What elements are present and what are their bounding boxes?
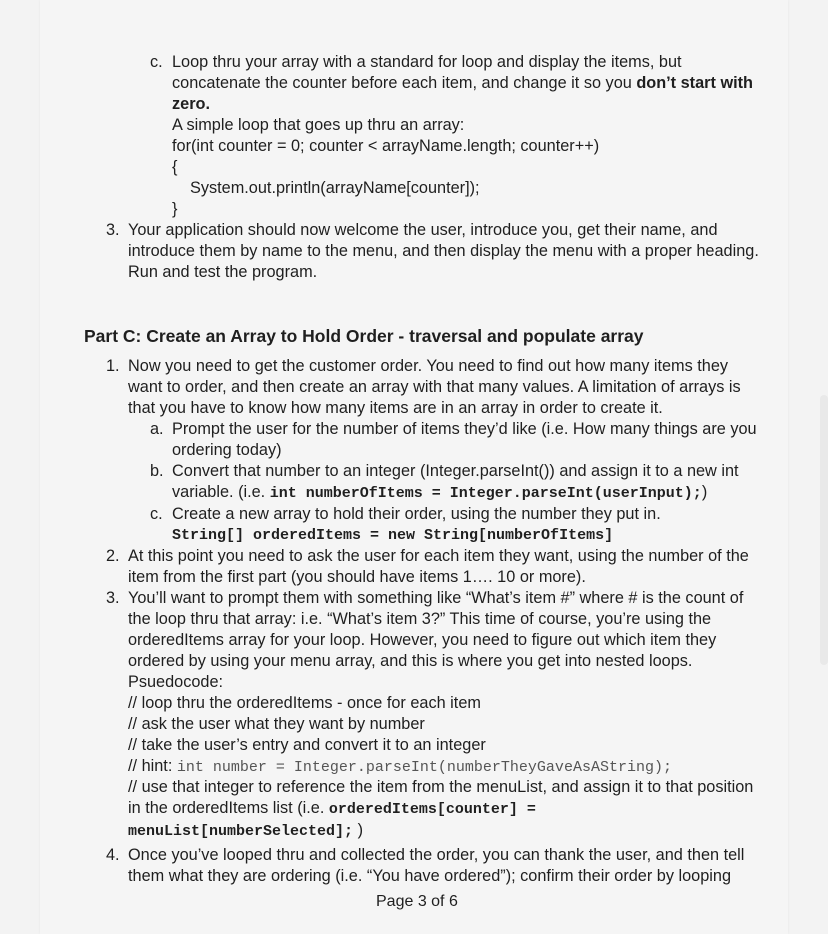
text-line: want to order, and then create an array with that many values. A limitation of arrays is [128, 378, 741, 396]
comment-line: // take the user’s entry and convert it to an integer [128, 736, 486, 754]
text-line: Convert that number to an integer (Integer.parseInt()) and assign it to a new int [172, 462, 739, 480]
code-span: int number = Integer.parseInt(numberTheyGaveAsAString); [176, 759, 672, 776]
list-marker: 2. [106, 547, 120, 565]
list-marker: c. [150, 53, 163, 71]
text-line: Prompt the user for the number of items they’d like (i.e. How many things are you [172, 420, 757, 438]
text-line: Psuedocode: [128, 673, 224, 691]
text-line: Run and test the program. [128, 263, 318, 281]
comment-line [128, 756, 672, 778]
list-marker: 3. [106, 589, 120, 607]
code-line: String[] orderedItems = new String[numberOfItems] [172, 527, 614, 544]
text-line [172, 482, 707, 504]
text-line: A simple loop that goes up thru an array: [172, 116, 465, 134]
document-page [40, 0, 788, 934]
text-line: introduce them by name to the menu, and then display the menu with a proper heading. [128, 242, 759, 260]
text-line: orderedItems array for your loop. However, you need to figure out which item they [128, 631, 717, 649]
text-line: ordering today) [172, 441, 282, 459]
text-line: item from the first part (you should have items 1…. 10 or more). [128, 568, 586, 586]
list-marker: c. [150, 505, 163, 523]
comment-line: // loop thru the orderedItems - once for each item [128, 694, 481, 712]
section-heading: Part C: Create an Array to Hold Order - traversal and populate array [84, 326, 644, 346]
list-marker: b. [150, 462, 164, 480]
text-line: Loop thru your array with a standard for loop and display the items, but [172, 53, 682, 71]
list-marker: a. [150, 420, 164, 438]
text-line: that you have to know how many items are in an array in order to create it. [128, 399, 663, 417]
bold-text: don’t start with [636, 74, 753, 92]
text-line [128, 820, 363, 842]
text-span: ) [701, 483, 708, 501]
scrollbar[interactable] [820, 395, 828, 665]
text-span: variable. (i.e. [172, 483, 270, 501]
text-span: // hint: [128, 757, 177, 775]
text-span: concatenate the counter before each item, and change it so you [172, 74, 637, 92]
text-line: At this point you need to ask the user for each item they want, using the number of the [128, 547, 749, 565]
code-line: } [172, 200, 178, 218]
code-span: orderedItems[counter] = [328, 801, 536, 818]
list-marker: 4. [106, 846, 120, 864]
text-line: Once you’ve looped thru and collected the order, you can thank the user, and then tell [128, 846, 745, 864]
text-line [172, 73, 753, 94]
comment-line: // ask the user what they want by number [128, 715, 425, 733]
list-marker: 1. [106, 357, 120, 375]
text-line: You’ll want to prompt them with something like “What’s item #” where # is the count of [128, 589, 744, 607]
text-span: in the orderedItems list (i.e. [128, 799, 329, 817]
text-span: ) [353, 821, 363, 839]
text-line: Now you need to get the customer order. You need to find out how many items they [128, 357, 729, 375]
text-line: them what they are ordering (i.e. “You have ordered”); confirm their order by looping [128, 867, 732, 885]
page-number: Page 3 of 6 [376, 893, 458, 910]
code-line: { [172, 158, 178, 176]
comment-line: // use that integer to reference the item from the menuList, and assign it to that position [128, 778, 754, 796]
code-line: for(int counter = 0; counter < arrayName.length; counter++) [172, 137, 600, 155]
list-marker: 3. [106, 221, 120, 239]
code-span: int numberOfItems = Integer.parseInt(userInput); [269, 485, 702, 502]
text-line: the loop thru that array: i.e. “What’s item 3?” This time of course, you’re using the [128, 610, 712, 628]
text-line: ordered by using your menu array, and this is where you get into nested loops. [128, 652, 693, 670]
text-line: Your application should now welcome the user, introduce you, get their name, and [128, 221, 718, 239]
text-line: Create a new array to hold their order, using the number they put in. [172, 505, 661, 523]
code-line: System.out.println(arrayName[counter]); [190, 179, 480, 197]
text-line [128, 798, 536, 820]
bold-text: zero. [172, 95, 211, 113]
code-span: menuList[numberSelected]; [128, 823, 354, 840]
